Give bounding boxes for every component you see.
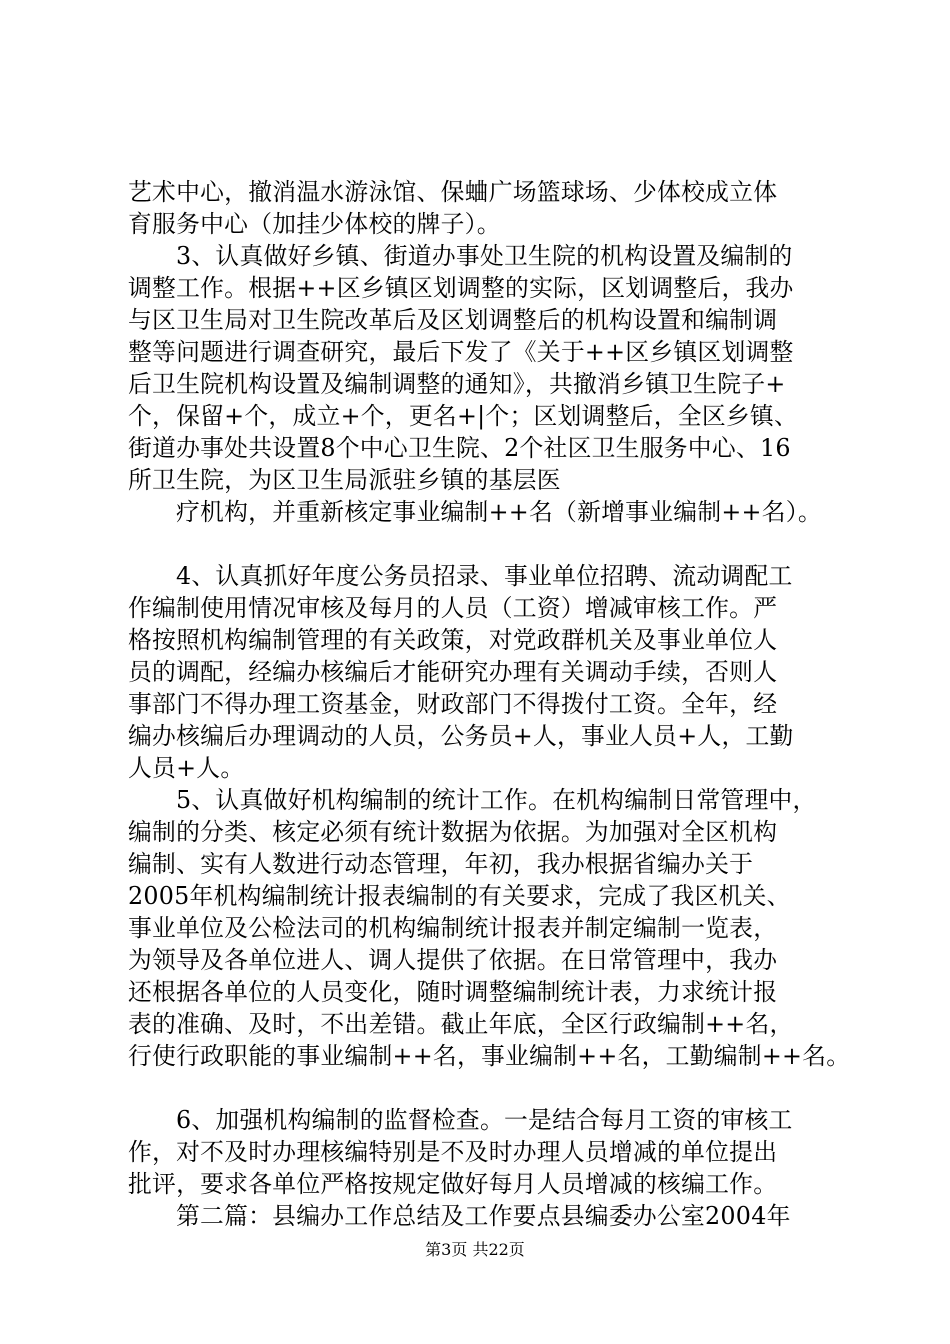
text-line: 行使行政职能的事业编制++名，事业编制++名，工勤编制++名。: [128, 1042, 851, 1070]
text-line: 作，对不及时办理核编特别是不及时办理人员增减的单位提出: [128, 1138, 778, 1166]
text-line: 个，保留+个，成立+个，更名+|个；区划调整后，全区乡镇、: [128, 402, 799, 430]
text-line: 2005年机构编制统计报表编制的有关要求，完成了我区机关、: [128, 882, 791, 910]
text-line: 整等问题进行调查研究，最后下发了《关于++区乡镇区划调整: [128, 338, 794, 366]
text-line: 3、认真做好乡镇、街道办事处卫生院的机构设置及编制的: [176, 242, 793, 270]
paragraph: [128, 496, 842, 528]
document-body: [128, 176, 851, 1232]
text-line: 5、认真做好机构编制的统计工作。在机构编制日常管理中，: [176, 786, 817, 814]
text-line: 作编制使用情况审核及每月的人员（工资）增减审核工作。严: [128, 594, 778, 622]
text-line: 事业单位及公检法司的机构编制统计报表并制定编制一览表，: [128, 914, 778, 942]
paragraph: [128, 1200, 842, 1232]
text-line: 4、认真抓好年度公务员招录、事业单位招聘、流动调配工: [176, 562, 793, 590]
text-line: 人员+人。: [128, 754, 245, 782]
paragraph: [128, 240, 842, 496]
paragraph: [128, 784, 851, 1072]
text-line: 为领导及各单位进人、调人提供了依据。在日常管理中，我办: [128, 946, 778, 974]
text-line: 疗机构，并重新核定事业编制++名（新增事业编制++名）。: [176, 498, 822, 526]
text-line: 表的准确、及时，不出差错。截止年底，全区行政编制++名，: [128, 1010, 794, 1038]
paragraph-gap: [128, 1072, 842, 1104]
text-line: 艺术中心，撤消温水游泳馆、保蛐广场篮球场、少体校成立体: [128, 178, 778, 206]
text-line: 育服务中心（加挂少体校的牌子）。: [128, 210, 501, 238]
paragraph: [128, 1104, 842, 1200]
text-line: 格按照机构编制管理的有关政策，对党政群机关及事业单位人: [128, 626, 778, 654]
paragraph-gap: [128, 528, 842, 560]
text-line: 还根据各单位的人员变化，随时调整编制统计表，力求统计报: [128, 978, 778, 1006]
text-line: 编制的分类、核定必须有统计数据为依据。为加强对全区机构: [128, 818, 778, 846]
text-line: 所卫生院，为区卫生局派驻乡镇的基层医: [128, 466, 561, 494]
text-line: 事部门不得办理工资基金，财政部门不得拨付工资。全年，经: [128, 690, 778, 718]
text-line: 后卫生院机构设置及编制调整的通知》，共撤消乡镇卫生院子+: [128, 370, 786, 398]
text-line: 街道办事处共设置8个中心卫生院、2个社区卫生服务中心、16: [128, 434, 791, 462]
text-line: 编制、实有人数进行动态管理，年初，我办根据省编办关于: [128, 850, 754, 878]
text-line: 调整工作。根据++区乡镇区划调整的实际，区划调整后，我办: [128, 274, 794, 302]
paragraph: [128, 176, 842, 240]
paragraph: [128, 560, 842, 784]
text-line: 与区卫生局对卫生院改革后及区划调整后的机构设置和编制调: [128, 306, 778, 334]
text-line: 员的调配，经编办核编后才能研究办理有关调动手续，否则人: [128, 658, 778, 686]
text-line: 6、加强机构编制的监督检查。一是结合每月工资的审核工: [176, 1106, 793, 1134]
page-footer: 第3页 共22页: [425, 1240, 525, 1259]
text-line: 批评，要求各单位严格按规定做好每月人员增减的核编工作。: [128, 1170, 778, 1198]
text-line: 第二篇：县编办工作总结及工作要点县编委办公室2004年: [176, 1202, 791, 1230]
text-line: 编办核编后办理调动的人员，公务员+人，事业人员+人，工勤: [128, 722, 794, 750]
